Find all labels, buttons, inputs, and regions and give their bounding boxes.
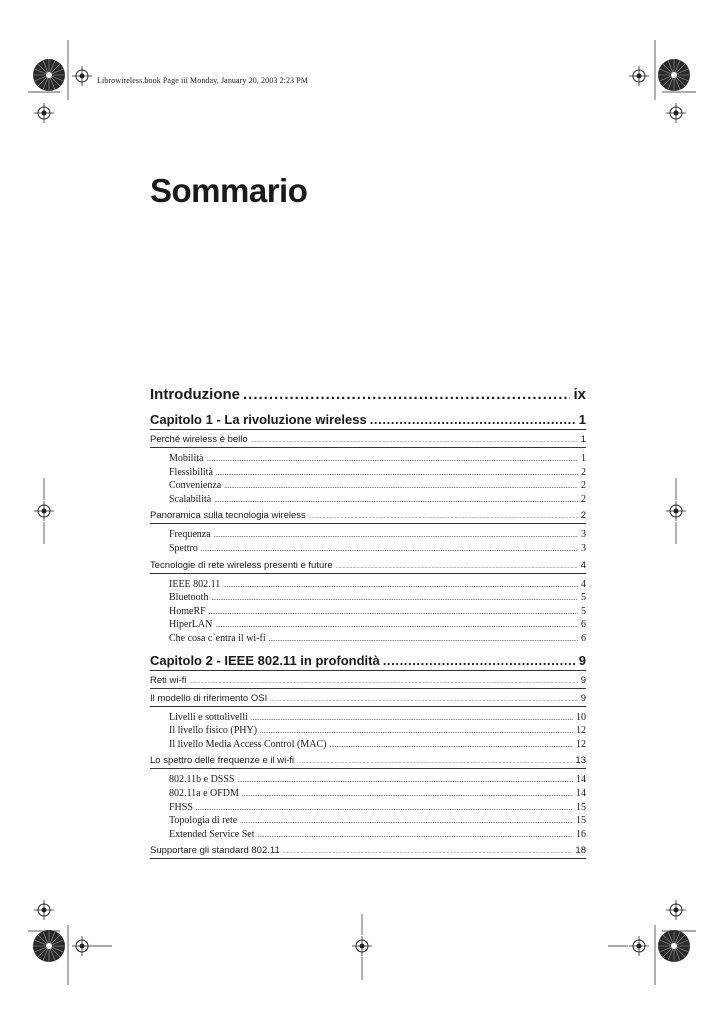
toc-entry-label: HiperLAN — [169, 619, 213, 631]
leader-dots — [189, 675, 577, 689]
toc-entry-label: Introduzione — [150, 386, 240, 403]
toc-entry-label: Il modello di riferimento OSI — [150, 692, 268, 704]
toc-entry-label: Bluetooth — [169, 592, 209, 604]
toc-entry-subsection[interactable] — [150, 801, 586, 815]
toc-page-number: 12 — [576, 738, 586, 750]
toc-entry-subsection[interactable] — [150, 466, 586, 480]
toc-page-number: 9 — [578, 652, 586, 668]
toc-entry-subsection[interactable] — [150, 452, 586, 466]
toc-entry-section[interactable] — [150, 558, 586, 574]
toc-entry-label: Perché wireless è bello — [150, 434, 248, 445]
leader-dots — [201, 543, 578, 556]
toc-entry-chapter[interactable] — [150, 411, 586, 430]
toc-entry-label: Frequenza — [169, 529, 211, 541]
toc-entry-label: Lo spettro delle frequenze e il wi-fi — [150, 755, 295, 767]
leader-dots — [283, 845, 573, 859]
toc-page-number: 14 — [576, 774, 586, 786]
toc-page-number: 4 — [580, 559, 586, 571]
leader-dots — [206, 453, 578, 466]
toc-page-number: 6 — [581, 619, 586, 631]
toc-entry-label: Capitolo 1 - La rivoluzione wireless — [150, 412, 367, 427]
leader-dots — [243, 385, 570, 405]
toc-entry-label: Extended Service Set — [169, 828, 255, 840]
toc-page-number: 2 — [580, 510, 586, 522]
toc-entry-subsection[interactable] — [150, 711, 586, 725]
leader-dots — [270, 693, 577, 707]
toc-page-number: 1 — [578, 412, 586, 427]
toc-page-number: 6 — [581, 632, 586, 644]
toc-entry-label: Mobilità — [169, 453, 204, 464]
toc-entry-label: Scalabilità — [169, 493, 212, 505]
toc-page-number: 18 — [575, 845, 586, 857]
leader-dots — [215, 619, 578, 632]
toc-entry-intro[interactable] — [150, 385, 586, 405]
toc-entry-subsection[interactable] — [150, 479, 586, 493]
toc-entry-label: FHSS — [169, 801, 193, 813]
leader-dots — [223, 579, 578, 592]
toc-page-number: 14 — [576, 787, 586, 799]
toc-page-number: 13 — [575, 755, 586, 767]
toc-entry-subsection[interactable] — [150, 724, 586, 738]
toc-page-number: 2 — [581, 466, 586, 478]
leader-dots — [224, 480, 578, 493]
toc-page-number: 5 — [581, 592, 586, 604]
toc-page-number: 2 — [581, 493, 586, 505]
toc-page-number: 3 — [581, 529, 586, 541]
toc-page-number: 10 — [576, 711, 586, 723]
toc-entry-subsection[interactable] — [150, 787, 586, 801]
leader-dots — [211, 592, 578, 605]
toc-entry-subsection[interactable] — [150, 618, 586, 632]
toc-entry-section[interactable] — [150, 508, 586, 524]
leader-dots — [260, 725, 573, 738]
toc-entry-section[interactable] — [150, 432, 586, 448]
toc-entry-section[interactable] — [150, 691, 586, 707]
toc-entry-subsection[interactable] — [150, 738, 586, 752]
toc-entry-label: 802.11a e OFDM — [169, 787, 239, 799]
leader-dots — [336, 560, 578, 574]
leader-dots — [269, 633, 578, 646]
toc-entry-subsection[interactable] — [150, 773, 586, 787]
leader-dots — [209, 606, 578, 619]
toc-entry-label: Supportare gli standard 802.11 — [150, 845, 280, 857]
toc-entry-subsection[interactable] — [150, 828, 586, 842]
toc-page-number: 1 — [580, 434, 586, 445]
toc-entry-section[interactable] — [150, 673, 586, 689]
toc-page-number: 9 — [580, 674, 586, 686]
toc-entry-label: Il livello Media Access Control (MAC) — [169, 738, 327, 750]
toc-page-number: 15 — [576, 815, 586, 827]
leader-dots — [383, 652, 576, 670]
leader-dots — [297, 755, 572, 769]
toc-page-number: 3 — [581, 542, 586, 554]
leader-dots — [242, 788, 573, 801]
leader-dots — [258, 829, 573, 842]
toc-page-number: ix — [573, 386, 586, 403]
toc-entry-subsection[interactable] — [150, 814, 586, 828]
leader-dots — [216, 467, 578, 480]
toc-page-number: 12 — [576, 725, 586, 737]
toc-page-number: 9 — [580, 692, 586, 704]
toc-entry-label: Panoramica sulla tecnologia wireless — [150, 510, 306, 522]
toc-entry-label: Topologia di rete — [169, 815, 238, 827]
table-of-contents — [150, 385, 586, 859]
toc-page-number: 1 — [581, 453, 586, 464]
toc-entry-subsection[interactable] — [150, 528, 586, 542]
leader-dots — [196, 802, 573, 815]
toc-entry-label: Reti wi-fi — [150, 674, 187, 686]
leader-dots — [214, 529, 578, 542]
page-title: Sommario — [150, 172, 308, 209]
print-slug: Librowireless.book Page iii Monday, January 20, 2003 2:23 PM — [97, 76, 309, 85]
toc-entry-subsection[interactable] — [150, 591, 586, 605]
toc-entry-label: Convenienza — [169, 480, 222, 492]
toc-page-number: 15 — [576, 801, 586, 813]
toc-page-number: 16 — [576, 828, 586, 840]
toc-entry-label: Livelli e sottolivelli — [169, 711, 248, 723]
toc-entry-section[interactable] — [150, 753, 586, 769]
toc-entry-label: HomeRF — [169, 605, 206, 617]
leader-dots — [237, 774, 573, 787]
toc-entry-section[interactable] — [150, 843, 586, 859]
toc-entry-label: Il livello fisico (PHY) — [169, 725, 258, 737]
toc-entry-label: Flessibilità — [169, 466, 213, 478]
leader-dots — [214, 494, 578, 507]
toc-entry-label: 802.11b e DSSS — [169, 774, 235, 786]
leader-dots — [251, 434, 578, 448]
leader-dots — [240, 815, 573, 828]
toc-entry-label: IEEE 802.11 — [169, 578, 221, 590]
toc-entry-subsection[interactable] — [150, 493, 586, 507]
leader-dots — [251, 712, 573, 725]
toc-page-number: 5 — [581, 605, 586, 617]
toc-entry-chapter[interactable] — [150, 652, 586, 671]
leader-dots — [370, 411, 576, 429]
toc-page-number: 4 — [581, 578, 586, 590]
toc-entry-label: Capitolo 2 - IEEE 802.11 in profondità — [150, 652, 380, 668]
toc-entry-subsection[interactable] — [150, 578, 586, 592]
toc-entry-subsection[interactable] — [150, 542, 586, 556]
toc-entry-label: Che cosa c`entra il wi-fi — [169, 632, 266, 644]
toc-entry-label: Spettro — [169, 542, 198, 554]
toc-entry-subsection[interactable] — [150, 605, 586, 619]
leader-dots — [329, 739, 573, 752]
leader-dots — [309, 510, 578, 524]
toc-entry-label: Tecnologie di rete wireless presenti e future — [150, 559, 333, 571]
toc-entry-subsection[interactable] — [150, 632, 586, 646]
toc-page-number: 2 — [581, 480, 586, 492]
